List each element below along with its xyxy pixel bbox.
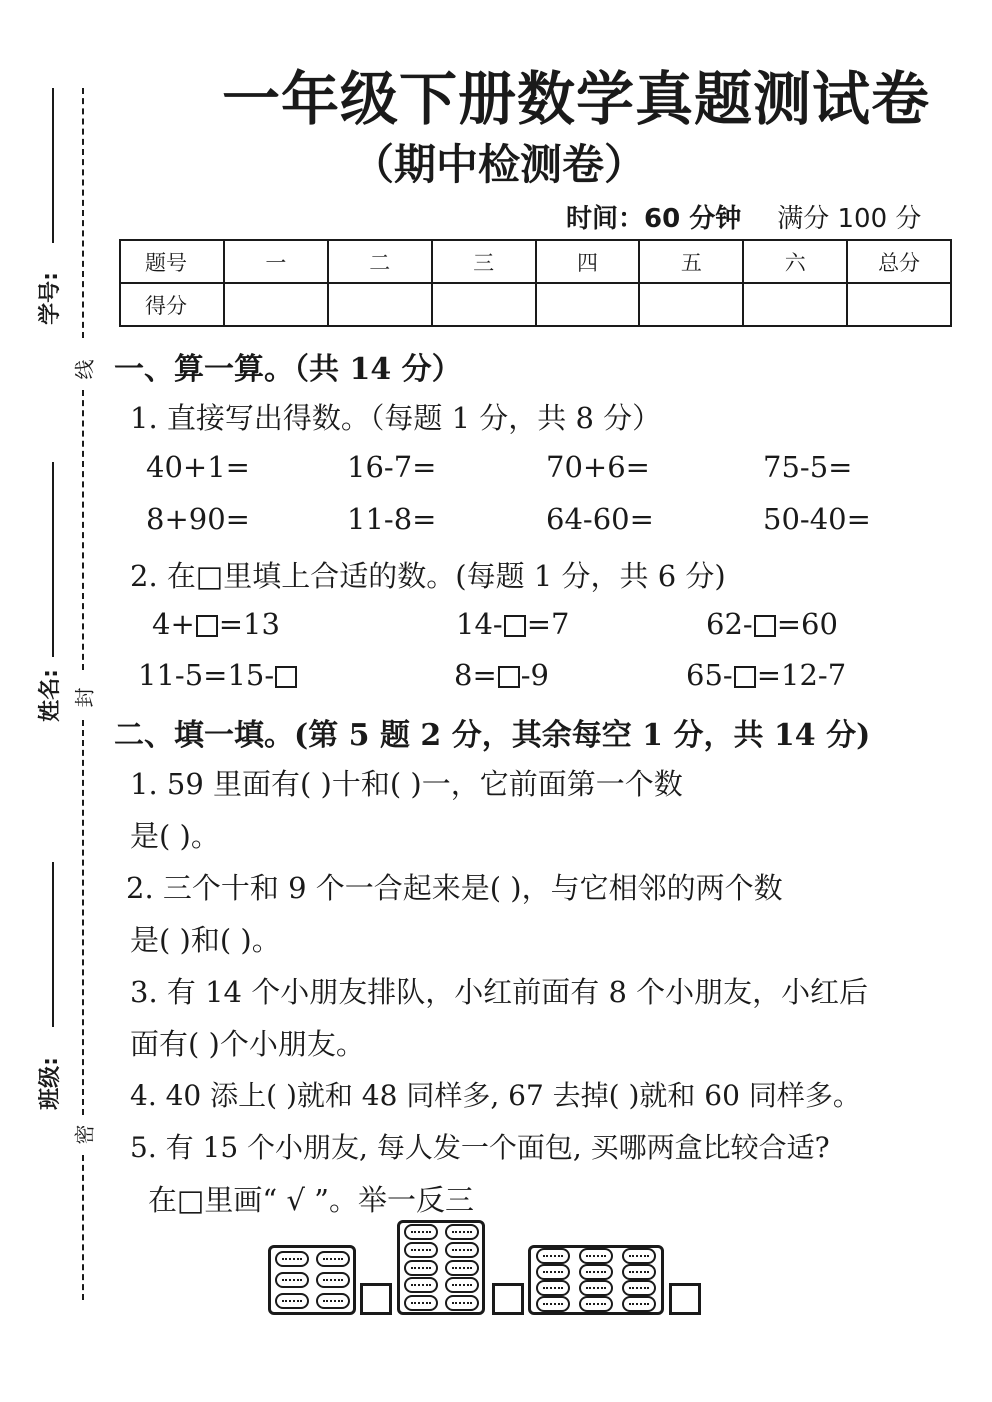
answer-box[interactable] xyxy=(754,615,776,637)
check-box[interactable] xyxy=(669,1283,701,1315)
cut-line-mark: 线 xyxy=(72,359,97,380)
section1-heading: 一、算一算。（共 14 分） xyxy=(114,352,462,387)
name-label: 姓名: xyxy=(37,669,63,722)
fill-expression xyxy=(152,607,280,641)
score-cell[interactable] xyxy=(432,283,536,326)
fill-part: =7 xyxy=(526,607,570,641)
expression: 8+90= xyxy=(146,502,250,536)
expression: 50-40= xyxy=(763,502,871,536)
fill-part: =60 xyxy=(776,607,838,641)
bread-icon xyxy=(579,1280,613,1296)
bread-icon xyxy=(275,1293,309,1309)
bread-icon xyxy=(536,1248,570,1264)
expression: 70+6= xyxy=(546,450,650,484)
table-header-cell: 题号 xyxy=(120,240,224,283)
bread-box xyxy=(397,1220,485,1315)
fill-expression xyxy=(686,658,846,692)
score-table-header-row xyxy=(120,240,951,283)
page-title: 一年级下册数学真题测试卷 xyxy=(222,65,931,133)
name-blank[interactable] xyxy=(52,462,54,657)
score-table-score-row xyxy=(120,283,951,326)
expression: 40+1= xyxy=(146,450,250,484)
fill-part: =13 xyxy=(218,607,280,641)
fill-part: 11-5=15- xyxy=(138,658,275,692)
fill-expression xyxy=(138,658,298,692)
class-label: 班级: xyxy=(37,1057,63,1110)
answer-box[interactable] xyxy=(504,615,526,637)
score-cell[interactable] xyxy=(743,283,847,326)
bread-icon xyxy=(445,1260,479,1276)
fill-expression xyxy=(706,607,838,641)
section2-q2-line1: 2. 三个十和 9 个一合起来是( )，与它相邻的两个数 xyxy=(126,871,783,905)
time-label: 时间：60 分钟 xyxy=(566,204,742,234)
score-cell[interactable] xyxy=(536,283,640,326)
class-blank[interactable] xyxy=(52,862,54,1027)
expression: 64-60= xyxy=(546,502,654,536)
cut-seal-mark: 封 xyxy=(72,687,97,708)
fill-part: 4+ xyxy=(152,607,195,641)
answer-box[interactable] xyxy=(196,615,218,637)
score-cell[interactable] xyxy=(224,283,328,326)
fill-expression xyxy=(456,607,569,641)
bread-icon xyxy=(579,1296,613,1312)
bread-icon xyxy=(316,1251,350,1267)
bread-icon xyxy=(536,1296,570,1312)
section2-q4: 4. 40 添上( )就和 48 同样多, 67 去掉( )就和 60 同样多。 xyxy=(130,1079,861,1112)
check-box[interactable] xyxy=(360,1283,392,1315)
answer-box[interactable] xyxy=(734,666,756,688)
bread-icon xyxy=(275,1251,309,1267)
expression: 11-8= xyxy=(347,502,437,536)
fill-part: 65- xyxy=(686,658,733,692)
section2-q2-line2: 是( )和( )。 xyxy=(130,923,281,957)
answer-box[interactable] xyxy=(275,666,297,688)
section2-q3-line1: 3. 有 14 个小朋友排队，小红前面有 8 个小朋友，小红后 xyxy=(130,975,869,1009)
section1-q1: 1. 直接写出得数。（每题 1 分，共 8 分） xyxy=(130,401,662,435)
bread-icon xyxy=(404,1295,438,1311)
section2-q5-line1: 5. 有 15 个小朋友, 每人发一个面包, 买哪两盒比较合适? xyxy=(130,1131,830,1164)
full-score-label: 满分 100 分 xyxy=(777,204,922,234)
section2-q3-line2: 面有( )个小朋友。 xyxy=(130,1027,365,1061)
score-cell[interactable] xyxy=(847,283,951,326)
bread-icon xyxy=(404,1260,438,1276)
cut-dash-line xyxy=(82,1155,84,1300)
bread-icon xyxy=(579,1264,613,1280)
bread-icon xyxy=(622,1264,656,1280)
bread-icon xyxy=(445,1224,479,1240)
table-header-cell: 二 xyxy=(328,240,432,283)
score-table xyxy=(119,239,952,327)
bread-icon xyxy=(275,1272,309,1288)
time-info xyxy=(566,198,921,235)
table-header-cell: 四 xyxy=(536,240,640,283)
score-row-label: 得分 xyxy=(120,283,224,326)
bread-icon xyxy=(404,1277,438,1293)
table-header-cell: 总分 xyxy=(847,240,951,283)
bread-box xyxy=(528,1245,664,1315)
bread-icon xyxy=(445,1242,479,1258)
bread-icon xyxy=(316,1272,350,1288)
expression: 75-5= xyxy=(763,450,853,484)
score-cell[interactable] xyxy=(639,283,743,326)
table-header-cell: 三 xyxy=(432,240,536,283)
expression: 16-7= xyxy=(347,450,437,484)
section2-q1-line1: 1. 59 里面有( )十和( )一，它前面第一个数 xyxy=(130,767,683,801)
score-cell[interactable] xyxy=(328,283,432,326)
bread-icon xyxy=(622,1248,656,1264)
page-subtitle: （期中检测卷） xyxy=(352,140,647,189)
bread-icon xyxy=(316,1293,350,1309)
bread-icon xyxy=(404,1242,438,1258)
cut-dash-line xyxy=(82,720,84,1115)
bread-icon xyxy=(445,1295,479,1311)
section1-q2: 2. 在□里填上合适的数。(每题 1 分，共 6 分) xyxy=(130,559,726,593)
bread-box xyxy=(268,1245,356,1315)
student-no-label: 学号: xyxy=(37,272,63,325)
check-box[interactable] xyxy=(492,1283,524,1315)
fill-part: =12-7 xyxy=(756,658,847,692)
table-header-cell: 六 xyxy=(743,240,847,283)
bread-icon xyxy=(445,1277,479,1293)
cut-secret-mark: 密 xyxy=(72,1124,97,1145)
fill-expression xyxy=(454,658,549,692)
section2-heading: 二、填一填。(第 5 题 2 分，其余每空 1 分，共 14 分) xyxy=(114,718,871,753)
cut-dash-line xyxy=(82,390,84,670)
bread-icon xyxy=(622,1296,656,1312)
bread-icon xyxy=(579,1248,613,1264)
answer-box[interactable] xyxy=(498,666,520,688)
fill-part: 8= xyxy=(454,658,497,692)
section2-q1-line2: 是( )。 xyxy=(130,819,220,853)
table-header-cell: 五 xyxy=(639,240,743,283)
student-no-blank[interactable] xyxy=(52,88,54,243)
section2-q5-line2: 在□里画“ √ ”。举一反三 xyxy=(148,1183,474,1217)
cut-dash-line xyxy=(82,88,84,338)
fill-part: 14- xyxy=(456,607,503,641)
table-header-cell: 一 xyxy=(224,240,328,283)
fill-part: -9 xyxy=(520,658,549,692)
bread-icon xyxy=(404,1224,438,1240)
bread-icon xyxy=(536,1264,570,1280)
bread-icon xyxy=(622,1280,656,1296)
fill-part: 62- xyxy=(706,607,753,641)
bread-icon xyxy=(536,1280,570,1296)
